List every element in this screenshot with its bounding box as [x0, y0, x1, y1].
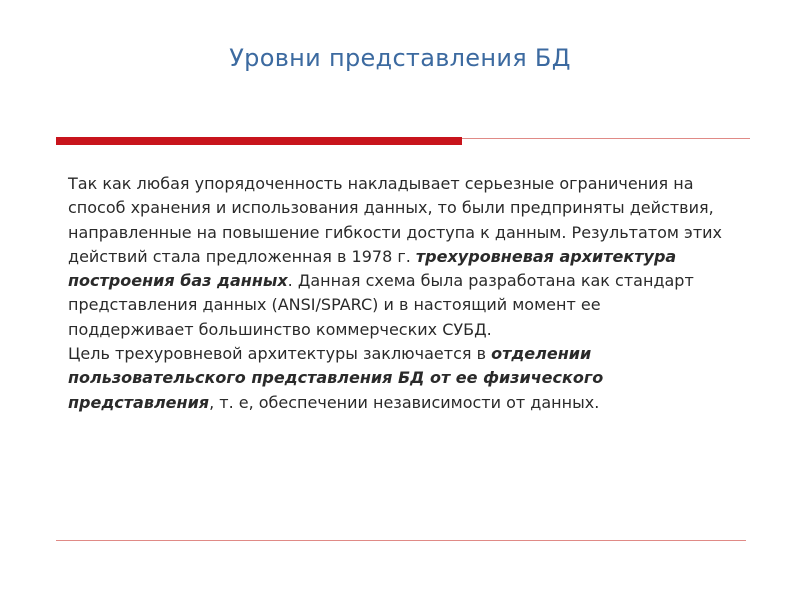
slide-body: [68, 172, 728, 415]
paragraph-1-text-a: Так как любая упорядоченность накладывает серьезные ограничения на способ хранения и использования данных, то были предприняты действия, направленные на повышение гибкости доступа к данным. Результатом этих действий стала предложенная в 1978 г.: [68, 174, 723, 266]
paragraph-1-emphasis: трехуровневая архитектура построения баз данных: [68, 246, 677, 291]
paragraph-1: [68, 172, 728, 342]
paragraph-2-text-a: Цель трехуровневой архитектуры заключается в: [68, 344, 492, 364]
paragraph-2: [68, 342, 728, 415]
paragraph-1-text-b: . Данная схема была разработана как стандарт представления данных (ANSI/SPARC) и в настоящий момент ее поддерживает большинство коммерческих СУБД.: [68, 271, 694, 339]
divider-thin-bottom: [56, 540, 746, 541]
slide-title: Уровни представления БД: [229, 44, 571, 72]
paragraph-2-text-b: , т. е, обеспечении независимости от данных.: [209, 392, 600, 412]
paragraph-2-emphasis: отделении пользовательского представления БД от ее физического представления: [68, 344, 604, 412]
divider-accent-bar: [56, 137, 462, 145]
